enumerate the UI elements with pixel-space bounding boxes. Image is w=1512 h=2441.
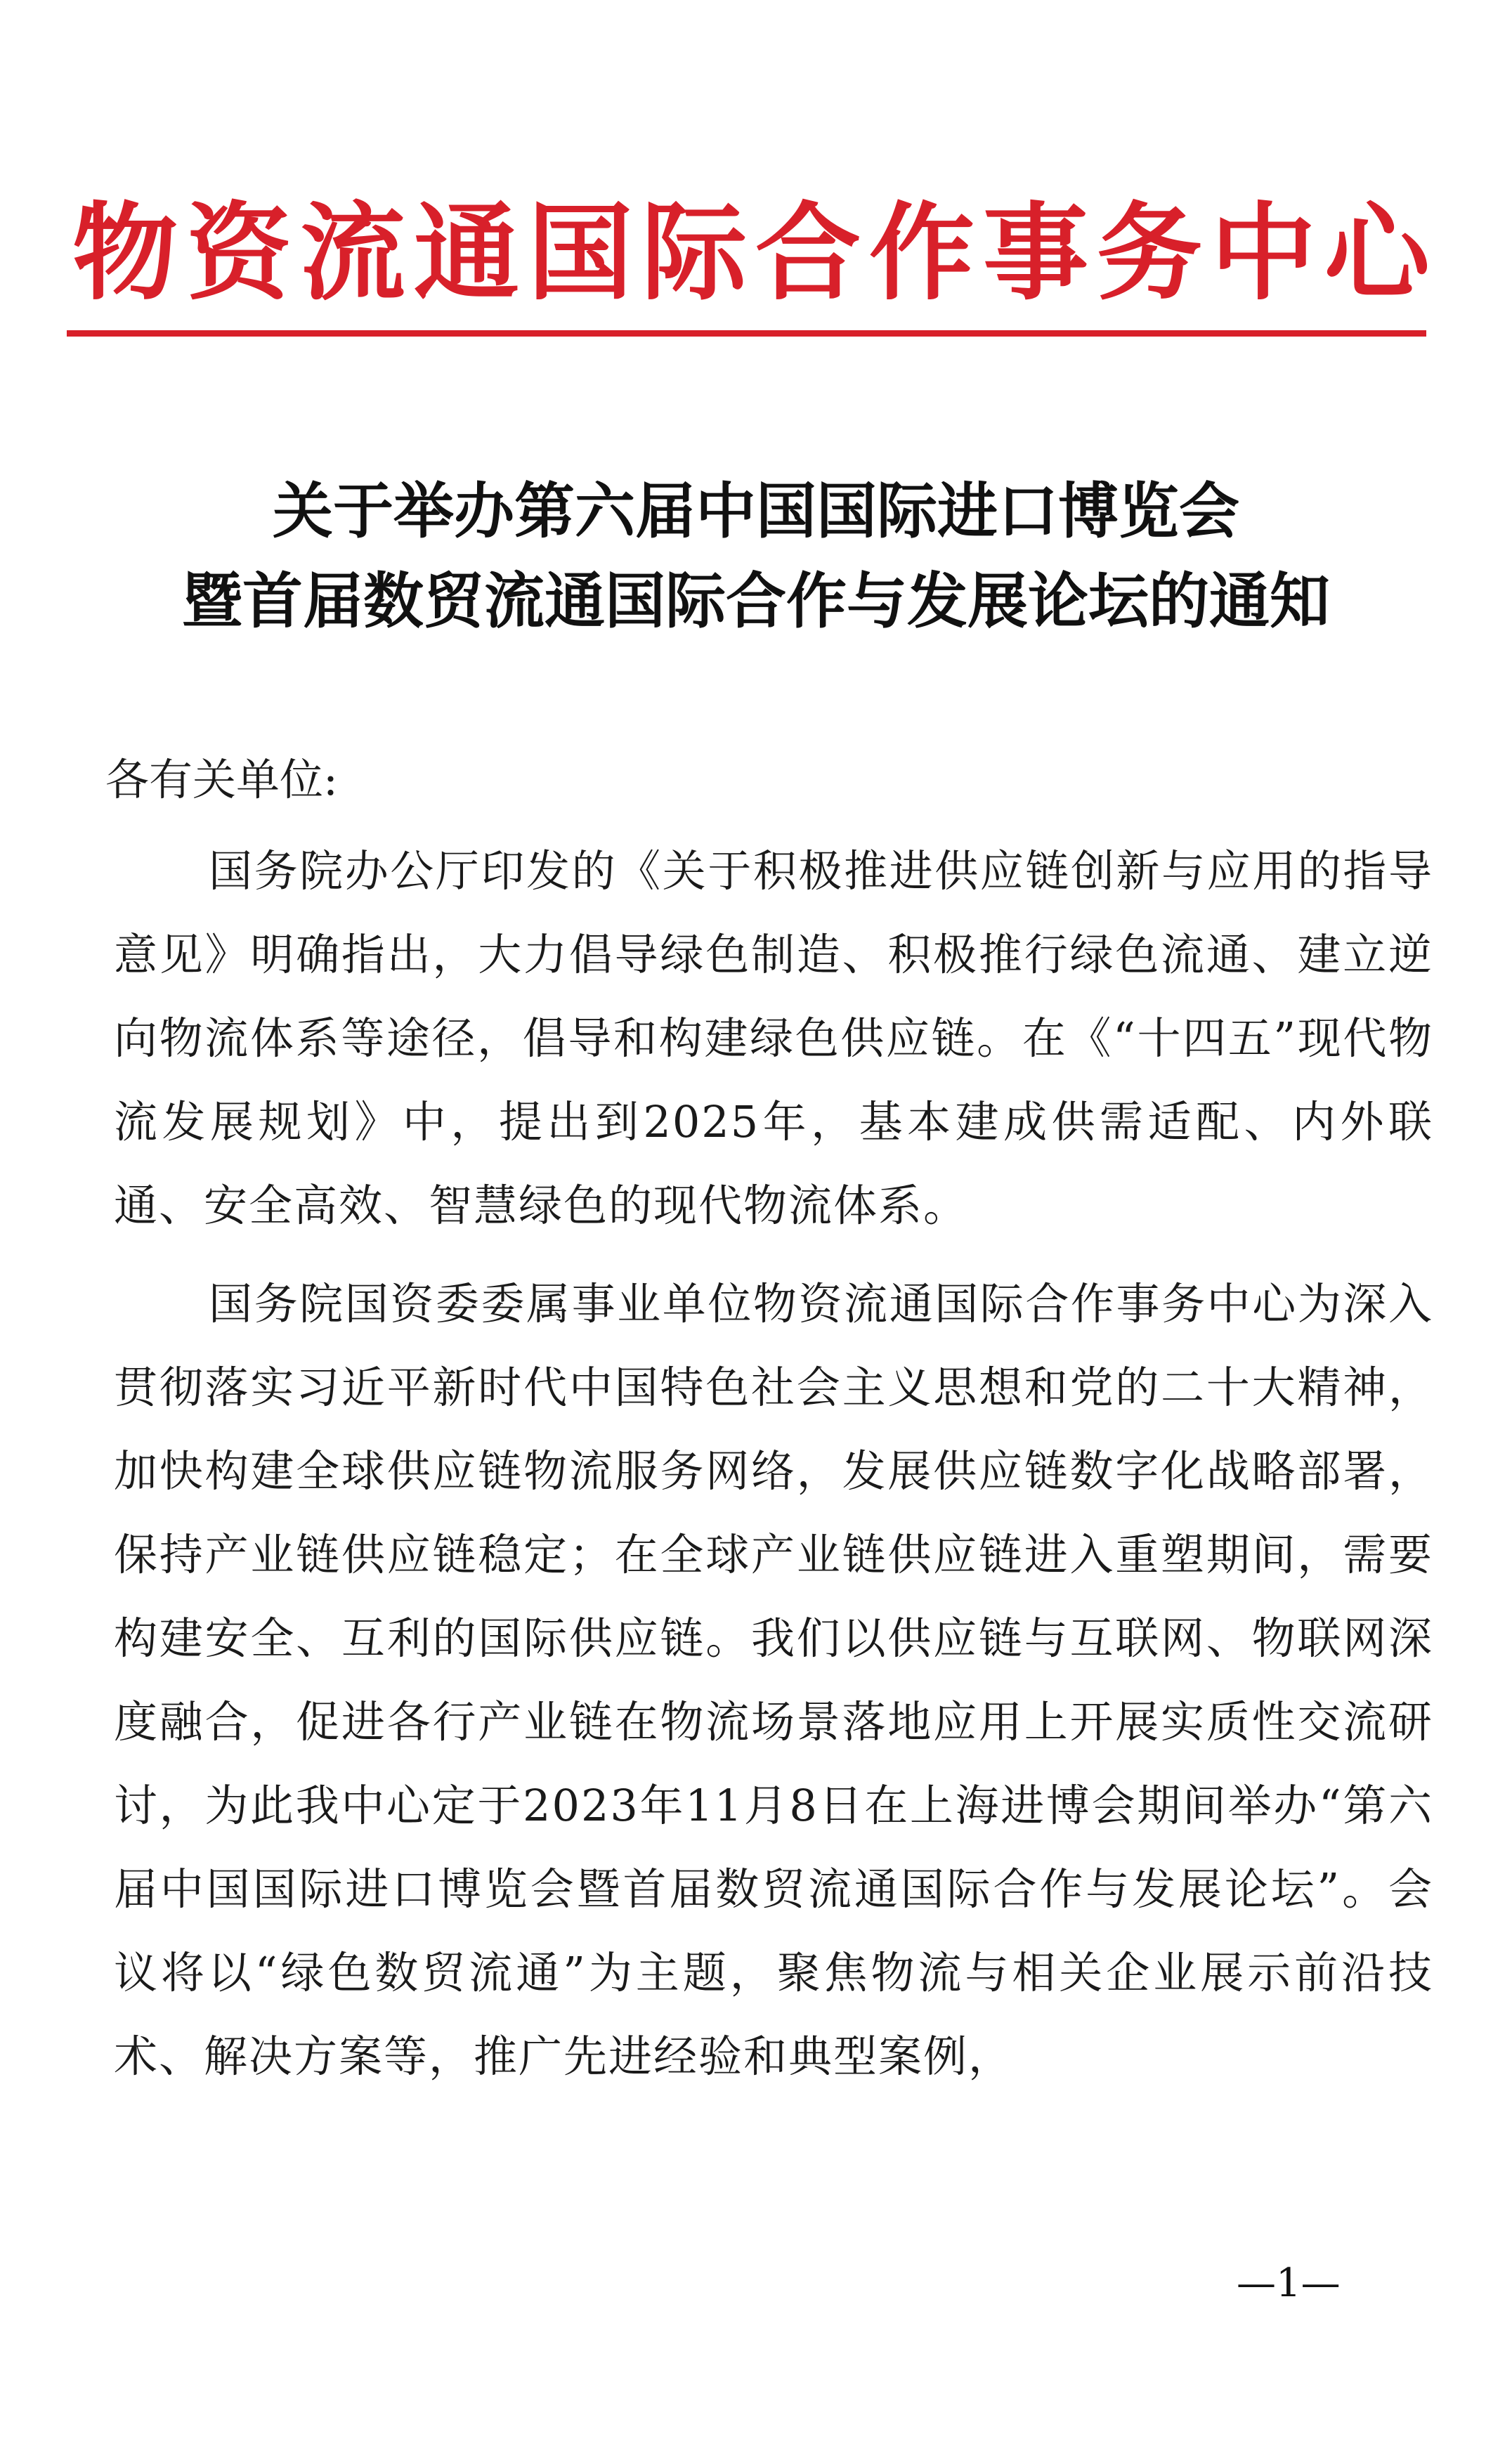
letterhead-red-rule xyxy=(67,330,1426,337)
salutation: 各有关单位: xyxy=(105,754,338,805)
page-number: —1— xyxy=(1237,2260,1341,2306)
letterhead-org-name: 物资流通国际合作事务中心 xyxy=(72,191,1438,315)
body-paragraph-2: 国务院国资委委属事业单位物资流通国际合作事务中心为深入贯彻落实习近平新时代中国特色社会主义思想和党的二十大精神，加快构建全球供应链物流服务网络，发展供应链数字化战略部署，保持产业链供应链稳定；在全球产业链供应链进入重塑期间，需要构建安全、互利的国际供应链。我们以供应链与互联网、物联网深度融合，促进各行产业链在物流场景落地应用上开展实质性交流研讨，为此我中心定于2023年11月8日在上海进博会期间举办“第六届中国国际进口博览会暨首届数贸流通国际合作与发展论坛”。会议将以“绿色数贸流通”为主题，聚焦物流与相关企业展示前沿技术、解决方案等，推广先进经验和典型案例， xyxy=(114,1278,1433,2082)
document-title-line-1: 关于举办第六届中国国际进口博览会 xyxy=(273,476,1239,547)
document-title-line-2: 暨首届数贸流通国际合作与发展论坛的通知 xyxy=(182,566,1330,637)
body-paragraph-1: 国务院办公厅印发的《关于积极推进供应链创新与应用的指导意见》明确指出，大力倡导绿色制造、积极推行绿色流通、建立逆向物流体系等途径，倡导和构建绿色供应链。在《“十四五”现代物流发展规划》中，提出到2025年，基本建成供需适配、内外联通、安全高效、智慧绿色的现代物流体系。 xyxy=(114,845,1433,1231)
